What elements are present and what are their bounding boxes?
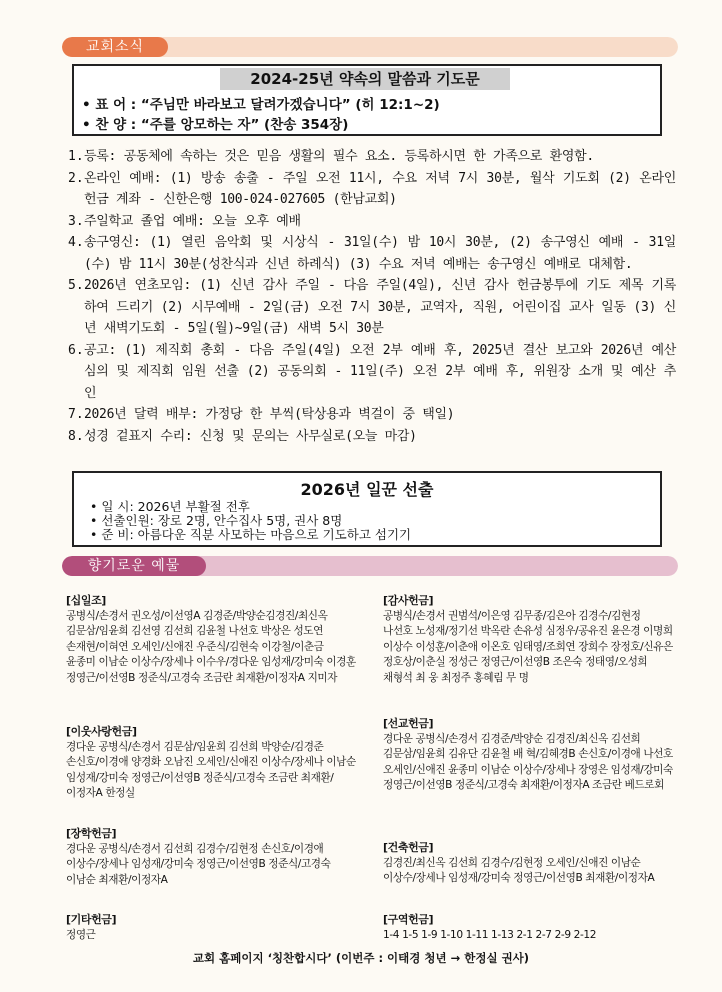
church-news-title: 교회소식: [62, 37, 168, 57]
offering-names: 경다운 공병식/손경서 김문삼/임윤희 김선희 박양순/김경준 손신호/이경애 양경화 오남진 오세인/신애진 이상수/장세나 이남순 임성재/강미숙 정영근/이선영B 정준식/고경숙 조금란 최재환/이정자A 한정실: [66, 740, 356, 799]
news-item: [68, 146, 676, 168]
news-text: 온라인 예배: (1) 방송 송출 - 주일 오전 11시, 수요 저녁 7시 30분, 월삭 기도회 (2) 온라인 헌금 계좌 - 신한은행 100-024-027605 (한남교회): [84, 170, 676, 207]
news-item: [68, 404, 676, 426]
news-item: [68, 211, 676, 233]
offerings-title: 향기로운 예물: [62, 556, 206, 576]
offering-tithe: [66, 593, 356, 686]
news-number: 6.: [68, 342, 84, 358]
news-list: [68, 146, 676, 447]
news-number: 5.: [68, 278, 84, 293]
news-text: 주일학교 졸업 예배: 오늘 오후 예배: [84, 213, 301, 229]
offering-heading: [장학헌금]: [66, 827, 117, 840]
hymn-line: • 찬 양 : “주를 앙모하는 자” (찬송 354장): [82, 117, 349, 133]
news-item: [68, 168, 676, 211]
news-text: 2026년 달력 배부: 가정당 한 부씩(탁상용과 벽걸이 중 택일): [84, 407, 455, 422]
offering-heading: [이웃사랑헌금]: [66, 725, 137, 738]
offering-neighbor: [66, 724, 356, 802]
verse-title: 2024-25년 약속의 말씀과 기도문: [220, 68, 510, 90]
offering-names: 김경진/최신옥 김선희 김경수/김현정 오세인/신애진 이남순 이상수/장세나 임성재/강미숙 정영근/이선영B 최재환/이정자A: [383, 856, 655, 884]
offering-heading: [선교헌금]: [383, 717, 434, 730]
offering-heading: [구역헌금]: [383, 913, 434, 926]
news-number: 1.: [68, 149, 84, 164]
offering-names: 정영근: [66, 928, 96, 941]
workers-count-line: • 선출인원: 장로 2명, 안수집사 5명, 권사 8명: [90, 513, 343, 528]
offering-heading: [건축헌금]: [383, 841, 434, 854]
offering-names: 공병식/손경서 권오성/이선영A 김경준/박양순김경진/최신옥 김문삼/임윤희 김선영 김선희 김윤철 나선호 박상은 성도연 손재현/이혀연 오세인/신애진 우준식/김현숙 이강철/이춘금 윤종미 이남순 이상수/장세나 이수우/경다운 임성재/강미숙 이경훈 정영근/이선영B 정준식/고경숙 조금란 최재환/이정자A 지미자: [66, 609, 356, 684]
offering-scholarship: [66, 826, 356, 888]
motto-line: • 표 어 : “주님만 바라보고 달려가겠습니다” (히 12:1~2): [82, 97, 440, 113]
news-text: 성경 겉표지 수리: 신청 및 문의는 사무실로(오늘 마감): [84, 428, 417, 444]
offering-names: 공병식/손경서 권범석/이은영 김무종/김은아 김경수/김현정 나선호 노성재/정기선 박옥란 손유성 심정우/공유진 윤은경 이명희 이상수 이성훈/이춘애 이온호 임태영/조희연 장희수 장정호/신유은 정호상/이춘실 정성근 정영근/이선영B 조은숙 정태영/오성희 채형석 최 웅 최정주 홍혜림 무 명: [383, 609, 673, 684]
news-number: 4.: [68, 235, 84, 250]
news-item: [68, 275, 676, 340]
workers-date-line: • 일 시: 2026년 부활절 전후: [90, 499, 250, 514]
offering-district: [383, 912, 673, 943]
offerings-header: [62, 556, 678, 576]
news-number: 7.: [68, 407, 84, 422]
news-item: [68, 340, 676, 405]
news-number: 3.: [68, 213, 84, 229]
workers-title: 2026년 일꾼 선출: [300, 480, 434, 499]
news-text: 송구영신: (1) 열린 음악회 및 시상식 - 31일(수) 밤 10시 30분, (2) 송구영신 예배 - 31일(수) 밤 11시 30분(성찬식과 신년 하례식) (3) 수요 저녁 예배는 송구영신 예배로 대체함.: [84, 235, 676, 272]
offering-building: [383, 840, 673, 887]
news-item: [68, 426, 676, 448]
offering-names: 1-4 1-5 1-9 1-10 1-11 1-13 2-1 2-7 2-9 2-12: [383, 928, 597, 941]
news-item: [68, 232, 676, 275]
workers-prep-line: • 준 비: 아름다운 직분 사모하는 마음으로 기도하고 섬기기: [90, 527, 412, 542]
news-text: 등록: 공동체에 속하는 것은 믿음 생활의 필수 요소. 등록하시면 한 가족으로 환영함.: [84, 149, 594, 164]
footer-praise-note: 교회 홈페이지 ‘칭찬합시다’ (이번주 : 이태경 청년 → 한정실 권사): [192, 951, 530, 965]
news-text: 공고: (1) 제직회 총회 - 다음 주일(4일) 오전 2부 예배 후, 2025년 결산 보고와 2026년 예산 심의 및 제직회 임원 선출 (2) 공동의회 - 11일(주) 오전 2부 예배 후, 위원장 소개 및 예산 추인: [84, 342, 676, 401]
offering-heading: [감사헌금]: [383, 594, 434, 607]
offering-names: 경다운 공병식/손경서 김선희 김경수/김현정 손신호/이경애 이상수/장세나 임성재/강미숙 정영근/이선영B 정준식/고경숙 이남순 최재환/이정자A: [66, 842, 331, 886]
offering-mission: [383, 716, 673, 794]
offering-other: [66, 912, 356, 943]
verse-box: [72, 64, 662, 136]
offering-heading: [기타헌금]: [66, 913, 117, 926]
news-number: 8.: [68, 428, 84, 444]
news-number: 2.: [68, 170, 84, 186]
offering-thanks: [383, 593, 673, 686]
offering-heading: [십일조]: [66, 594, 106, 607]
workers-election-box: [72, 471, 662, 547]
church-news-header: [62, 37, 678, 57]
news-text: 2026년 연초모임: (1) 신년 감사 주일 - 다음 주일(4일), 신년 감사 헌금봉투에 기도 제목 기록하여 드리기 (2) 시무예배 - 2일(금) 오전 7시 30분, 교역자, 직원, 어린이집 교사 일동 (3) 신년 새벽기도회 - 5일(월)~9일(금) 새벽 5시 30분: [84, 278, 676, 336]
offering-names: 경다운 공병식/손경서 김경준/박양순 김경진/최신옥 김선희 김문삼/임윤희 김유단 김윤철 배 혁/김혜경B 손신호/이경애 나선호 오세인/신애진 윤종미 이남순 이상수/장세나 장영은 임성재/강미숙 정영근/이선영B 정준식/고경숙 최재환/이정자A 조금란 베드로회: [383, 732, 673, 791]
